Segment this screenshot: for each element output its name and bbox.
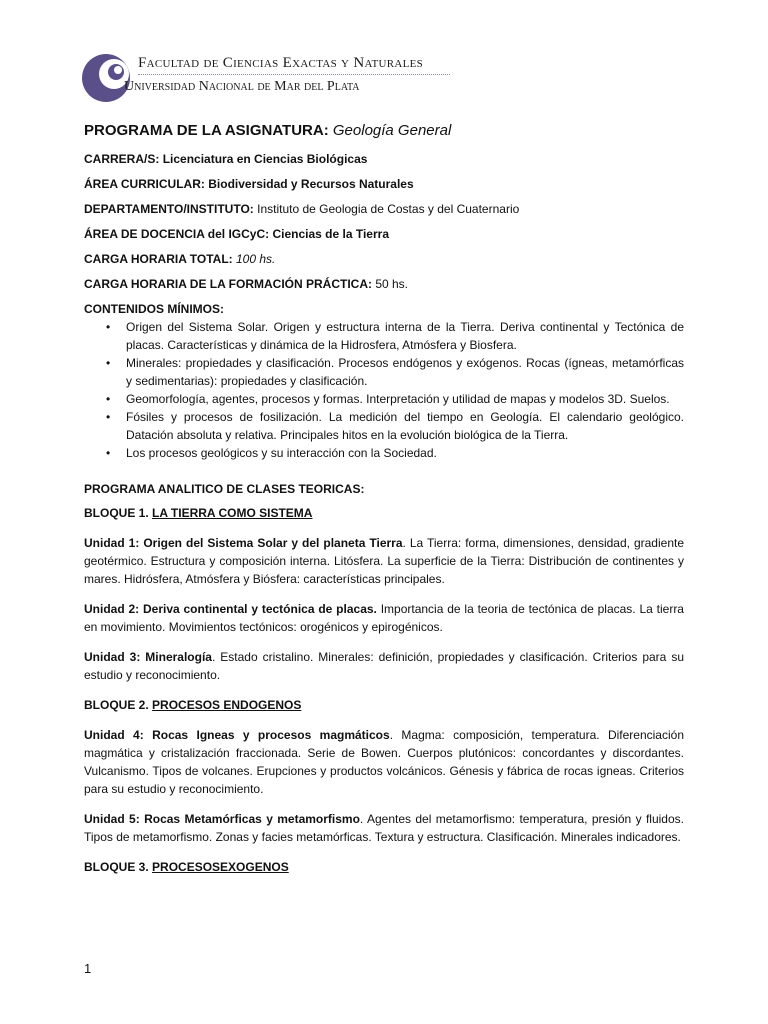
list-item: • Los procesos geológicos y su interacción con la Sociedad. [126, 444, 684, 462]
bloque-name: PROCESOS ENDOGENOS [152, 698, 302, 712]
field-label: DEPARTAMENTO/INSTITUTO: [84, 202, 254, 216]
field-label: ÁREA CURRICULAR: [84, 177, 205, 191]
field-departamento [84, 200, 684, 218]
header-divider [138, 74, 450, 75]
letterhead [80, 50, 480, 110]
bloque-label: BLOQUE 1. [84, 506, 149, 520]
bloque-1-heading [84, 504, 684, 522]
unit-title: Unidad 1: Origen del Sistema Solar y del planeta Tierra [84, 536, 403, 550]
subject-name: Geología General [332, 122, 452, 139]
page-title [84, 120, 684, 142]
list-item: • Origen del Sistema Solar. Origen y estructura interna de la Tierra. Deriva continental y Tectónica de placas. Características y dinámica de la Hidrosfera, Atmósfera y Biosfera. [126, 318, 684, 354]
bloque-label: BLOQUE 2. [84, 698, 149, 712]
bloque-name: PROCESOSEXOGENOS [152, 860, 289, 874]
field-area-docencia [84, 225, 684, 243]
bloque-3-heading [84, 858, 684, 876]
unit-title: Unidad 5: Rocas Metamórficas y metamorfismo [84, 812, 360, 826]
field-carrera [84, 150, 684, 168]
unit-text: . Magma: composición, temperatura. Diferenciación magmática y cristalización fraccionada. Serie de Bowen. Cuerpos plutónicos: concordantes y discordantes. Vulcanismo. Tipos de volcanes. Erupciones y productos volcánicos. Génesis y fábrica de rocas igneas. Criterios para su estudio y reconocimiento. [84, 728, 684, 796]
field-label: CARGA HORARIA TOTAL: [84, 252, 233, 266]
unit-title: Unidad 3: Mineralogía [84, 650, 212, 664]
field-carga-total [84, 250, 684, 268]
field-area-curricular [84, 175, 684, 193]
unidad-4 [84, 726, 684, 798]
list-item: • Fósiles y procesos de fosilización. La medición del tiempo en Geología. El calendario geológico. Datación absoluta y relativa. Principales hitos en la evolución biológica de la Tierra. [126, 408, 684, 444]
field-carga-practica [84, 275, 684, 293]
unit-text: . La Tierra: forma, dimensiones, densidad, gradiente geotérmico. Estructura y composición interna. Litósfera. La superficie de la Tierra: Distribución de continentes y mares. Hidrósfera, Atmósfera y Biósfera: características principales. [84, 536, 685, 586]
field-label: CARRERA/S: [84, 152, 160, 166]
document-body [84, 120, 684, 876]
programa-title: PROGRAMA ANALITICO DE CLASES TEORICAS: [84, 482, 365, 496]
unit-title: Unidad 4: Rocas Igneas y procesos magmáticos [84, 728, 390, 742]
field-value: 50 hs. [375, 277, 409, 291]
field-value: Instituto de Geologia de Costas y del Cuaternario [257, 202, 520, 216]
faculty-name: Facultad de Ciencias Exactas y Naturales [138, 55, 424, 71]
field-label: CARGA HORARIA DE LA FORMACIÓN PRÁCTICA: [84, 277, 372, 291]
field-value: 100 hs. [236, 252, 276, 266]
unit-title: Unidad 2: Deriva continental y tectónica de placas. [84, 602, 377, 616]
unit-text: Importancia de la teoria de tectónica de placas. La tierra en movimiento. Movimientos tectónicos: orogénicos y epirogénicos. [84, 602, 684, 634]
university-name: Universidad Nacional de Mar del Plata [124, 79, 360, 94]
title-label: PROGRAMA DE LA ASIGNATURA: [84, 122, 329, 139]
field-value: Ciencias de la Tierra [272, 227, 389, 241]
field-label: ÁREA DE DOCENCIA del IGCyC: [84, 227, 270, 241]
bloque-label: BLOQUE 3. [84, 860, 149, 874]
page-number: 1 [84, 961, 92, 976]
bloque-name: LA TIERRA COMO SISTEMA [152, 506, 313, 520]
contenidos-title: CONTENIDOS MÍNIMOS: [84, 302, 224, 316]
unit-text: . Agentes del metamorfismo: temperatura, presión y fluidos. Tipos de metamorfismo. Zonas y facies metamórficas. Textura y estructura. Clasificación. Minerales indicadores. [84, 812, 684, 844]
unidad-2 [84, 600, 684, 636]
list-item: • Minerales: propiedades y clasificación. Procesos endógenos y exógenos. Rocas (ígneas, metamórficas y sedimentarias): propiedades y clasificación. [126, 354, 684, 390]
unit-text: . Estado cristalino. Minerales: definición, propiedades y clasificación. Criterios para su estudio y reconocimiento. [84, 650, 684, 682]
field-value: Licenciatura en Ciencias Biológicas [162, 152, 368, 166]
unidad-5 [84, 810, 684, 846]
bloque-2-heading [84, 696, 684, 714]
unidad-1 [84, 534, 684, 588]
unidad-3 [84, 648, 684, 684]
contenidos-list [84, 318, 684, 462]
list-item: • Geomorfología, agentes, procesos y formas. Interpretación y utilidad de mapas y modelos 3D. Suelos. [126, 390, 684, 408]
field-value: Biodiversidad y Recursos Naturales [208, 177, 414, 191]
